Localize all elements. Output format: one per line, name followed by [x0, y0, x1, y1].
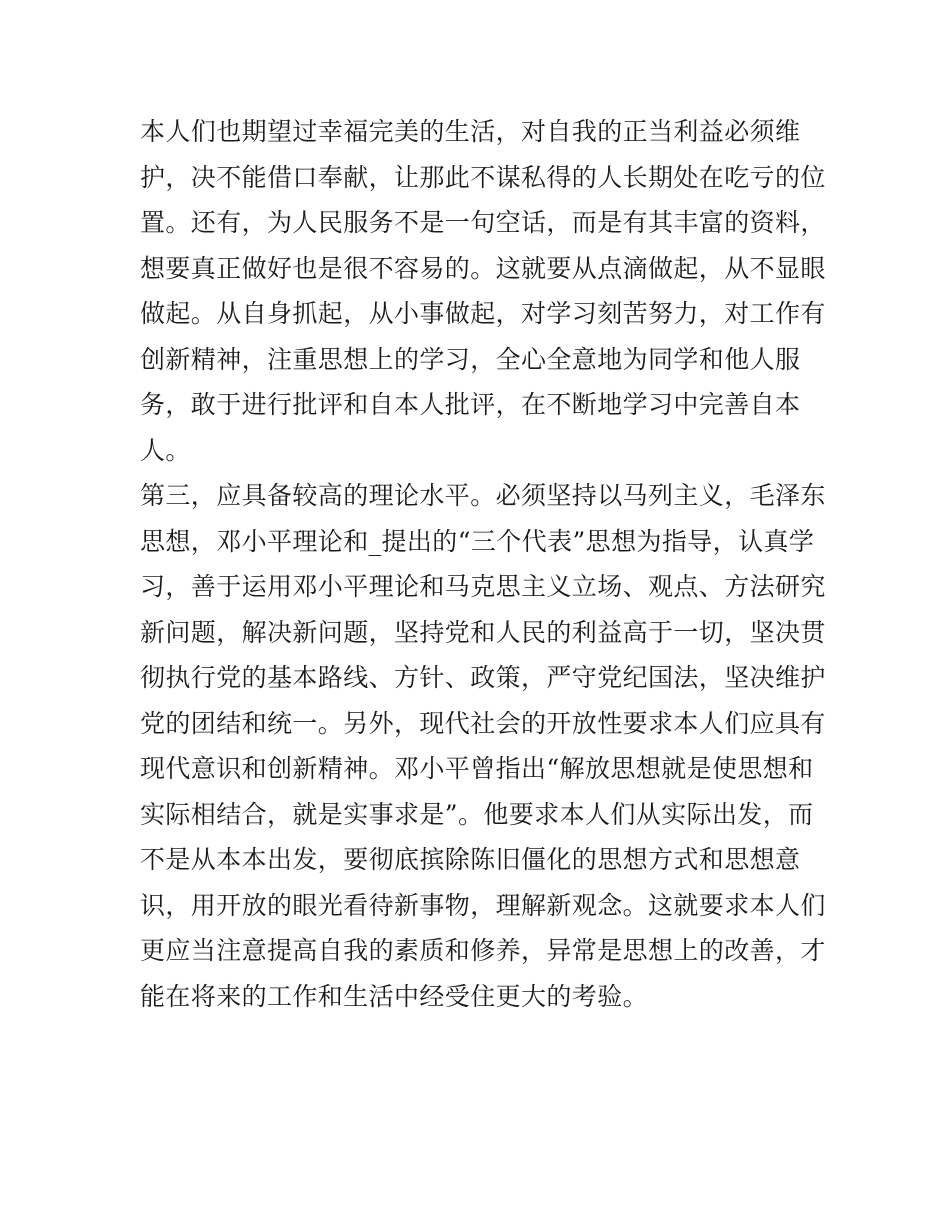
text-line: 护，决不能借口奉献，让那此不谋私得的人长期处在吃亏的位	[140, 162, 826, 192]
text-line: 不是从本本出发，要彻底摈除陈旧僵化的思想方式和思想意	[140, 845, 801, 874]
text-line: 更应当注意提高自我的素质和修养，异常是思想上的改善，才	[140, 936, 826, 965]
text-line: 创新精神，注重思想上的学习，全心全意地为同学和他人服	[140, 344, 801, 374]
text-line: 第三，应具备较高的理论水平。必须坚持以马列主义，毛泽东	[140, 481, 826, 510]
text-line: 置。还有，为人民服务不是一句空话，而是有其丰富的资料，	[140, 208, 826, 237]
text-line: 识，用开放的眼光看待新事物，理解新观念。这就要求本人们	[140, 890, 826, 920]
text-line: 务，敢于进行批评和自本人批评，在不断地学习中完善自本	[140, 390, 801, 419]
text-line: 新问题，解决新问题，坚持党和人民的利益高于一切，坚决贯	[140, 617, 826, 647]
document-body	[140, 109, 826, 1019]
text-line: 彻执行党的基本路线、方针、政策，严守党纪国法，坚决维护	[140, 663, 826, 692]
text-line: 能在将来的工作和生活中经受住更大的考验。	[140, 981, 649, 1011]
text-line: 想要真正做好也是很不容易的。这就要从点滴做起，从不显眼	[140, 253, 826, 283]
text-line: 本人们也期望过幸福完美的生活，对自我的正当利益必须维	[140, 117, 801, 146]
text-line: 做起。从自身抓起，从小事做起，对学习刻苦努力，对工作有	[140, 299, 826, 328]
text-line: 党的团结和统一。另外，现代社会的开放性要求本人们应具有	[140, 708, 826, 738]
text-line: 思想，邓小平理论和_提出的“三个代表”思想为指导，认真学	[140, 526, 815, 556]
text-line: 现代意识和创新精神。邓小平曾指出“解放思想就是使思想和	[140, 754, 814, 783]
text-line: 实际相结合，就是实事求是”。他要求本人们从实际出发，而	[140, 799, 814, 829]
text-line: 人。	[140, 435, 191, 465]
text-line: 习，善于运用邓小平理论和马克思主义立场、观点、方法研究	[140, 572, 826, 601]
